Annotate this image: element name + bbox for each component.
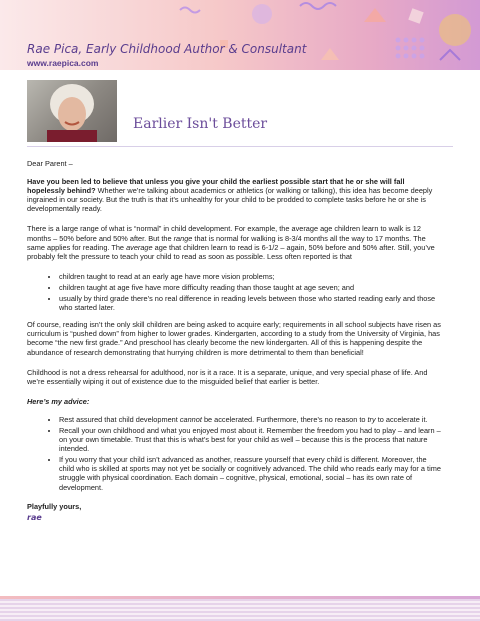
author-photo (27, 80, 117, 142)
intro-question: Have you been led to believe that unless you give your child the earliest possible start that he or she will fall hopelessly behind? (27, 177, 405, 196)
greeting: Dear Parent – (27, 159, 73, 168)
list-item: • Recall your own childhood and what you enjoyed most about it. Remember the freedom you had to play – and learn – on your own timetable. Trust that this is what’s best for your child as well – because this is the process that nature intended. (59, 426, 442, 453)
advice-text: Rest assured that child development (59, 414, 180, 424)
intro-text: Whether we’re talking about academics or athletics (or walking or talking), this idea has become deeply ingrained in our society. But the truth is that it’s unhealthy for your child to be prodded to complete tasks before he or she is developmentally ready. (27, 186, 433, 214)
paragraph-curriculum: Of course, reading isn’t the only skill children are being asked to acquire early; requirements in all school subjects have risen as curriculum is “pushed down” from higher to lower grades. Kindergarten, according to a study from the University of Virginia, has become “the new first grade.” And preschool has clearly become the new kindergarten. All of this is happening despite the abundance of research demonstrating that hurrying children is more detrimental to them than beneficial! (27, 320, 441, 357)
reading-facts-list (27, 272, 442, 312)
paragraph-intro (27, 177, 442, 213)
footer-stripes (0, 599, 480, 621)
range-emph: range (173, 233, 193, 243)
range-text-b: that is normal for walking is 8-3/4 months all the way to 17 months. The same applies for reading. The (27, 233, 426, 252)
try-emph: try (367, 414, 376, 424)
letter-body (27, 159, 442, 522)
average-emph: average (126, 242, 153, 252)
list-item: • children taught at age five have more difficulty reading than those taught at age seven; and (59, 283, 442, 292)
range-text-a: There is a large range of what is “normal” in child development. For example, the average age children learn to walk is 12 months – 50% before and 50% after. But the (27, 224, 421, 243)
list-item: • usually by third grade there’s no real difference in reading levels between those who started reading early and those who started later. (59, 294, 442, 312)
advice-list (27, 415, 442, 492)
advice-text: to accelerate it. (375, 414, 428, 424)
advice-heading: Here’s my advice: (27, 396, 90, 406)
website-link[interactable]: www.raepica.com (27, 58, 99, 68)
range-text-c: age that children learn to read is 6-1/2 – again, 50% before and 50% after. Still, you’ve probably felt the pressure to teach your child to read as soon as possible. Less often reported is that (27, 242, 435, 261)
author-name: Rae Pica, Early Childhood Author & Consultant (27, 42, 307, 56)
paragraph-childhood: Childhood is not a dress rehearsal for adulthood, nor is it a race. It is a separate, unique, and very special phase of life. And we’re essentially wiping it out of existence due to the misguided belief that earlier is better. (27, 367, 428, 386)
advice-text: be accelerated. Furthermore, there’s no reason to (201, 414, 368, 424)
letter-title: Earlier Isn't Better (133, 116, 268, 132)
paragraph-range (27, 224, 442, 260)
list-item: • If you worry that your child isn’t advanced as another, reassure yourself that every child is different. Moreover, the child who is skilled at sports may not yet be socially or cognitively advanced. The child who reads early may for a time struggle with physical coordination. Each domain – cognitive, physical, emotional, social – has its own rate of development. (59, 455, 442, 491)
list-item (59, 415, 442, 424)
cannot-emph: cannot (179, 414, 202, 424)
list-item: • children taught to read at an early age have more vision problems; (59, 272, 442, 281)
signature: rae (27, 512, 42, 522)
divider (27, 146, 453, 147)
closing: Playfully yours, (27, 501, 82, 511)
